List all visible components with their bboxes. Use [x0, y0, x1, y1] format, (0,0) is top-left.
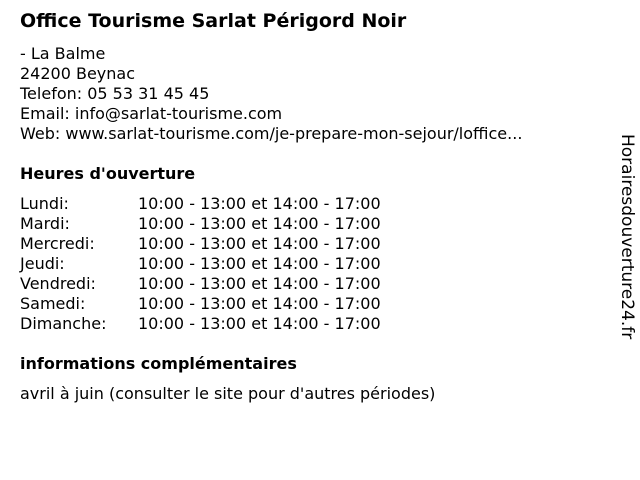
website-link[interactable]: Web: www.sarlat-tourisme.com/je-prepare-mon-sejour/loffice... [20, 124, 523, 143]
hours-time: 10:00 - 13:00 et 14:00 - 17:00 [138, 274, 381, 293]
hours-day: Lundi: [20, 194, 69, 213]
hours-time: 10:00 - 13:00 et 14:00 - 17:00 [138, 234, 381, 253]
phone-number[interactable]: Telefon: 05 53 31 45 45 [20, 84, 210, 103]
hours-day: Mardi: [20, 214, 70, 233]
hours-day: Jeudi: [20, 254, 65, 273]
address-city: 24200 Beynac [20, 64, 136, 83]
hours-day: Samedi: [20, 294, 86, 313]
hours-time: 10:00 - 13:00 et 14:00 - 17:00 [138, 314, 381, 333]
hours-day: Mercredi: [20, 234, 95, 253]
hours-time: 10:00 - 13:00 et 14:00 - 17:00 [138, 214, 381, 233]
hours-time: 10:00 - 13:00 et 14:00 - 17:00 [138, 294, 381, 313]
hours-day: Vendredi: [20, 274, 96, 293]
address-street: - La Balme [20, 44, 106, 63]
additional-info-text: avril à juin (consulter le site pour d'autres périodes) [20, 384, 436, 403]
email-link[interactable]: Email: info@sarlat-tourisme.com [20, 104, 283, 123]
site-watermark: Horairesdouverture24.fr [617, 134, 637, 340]
opening-hours-heading: Heures d'ouverture [20, 164, 196, 183]
hours-time: 10:00 - 13:00 et 14:00 - 17:00 [138, 254, 381, 273]
hours-day: Dimanche: [20, 314, 107, 333]
additional-info-heading: informations complémentaires [20, 354, 297, 373]
hours-time: 10:00 - 13:00 et 14:00 - 17:00 [138, 194, 381, 213]
address-block [20, 44, 522, 144]
page-title: Office Tourisme Sarlat Périgord Noir [20, 10, 407, 32]
